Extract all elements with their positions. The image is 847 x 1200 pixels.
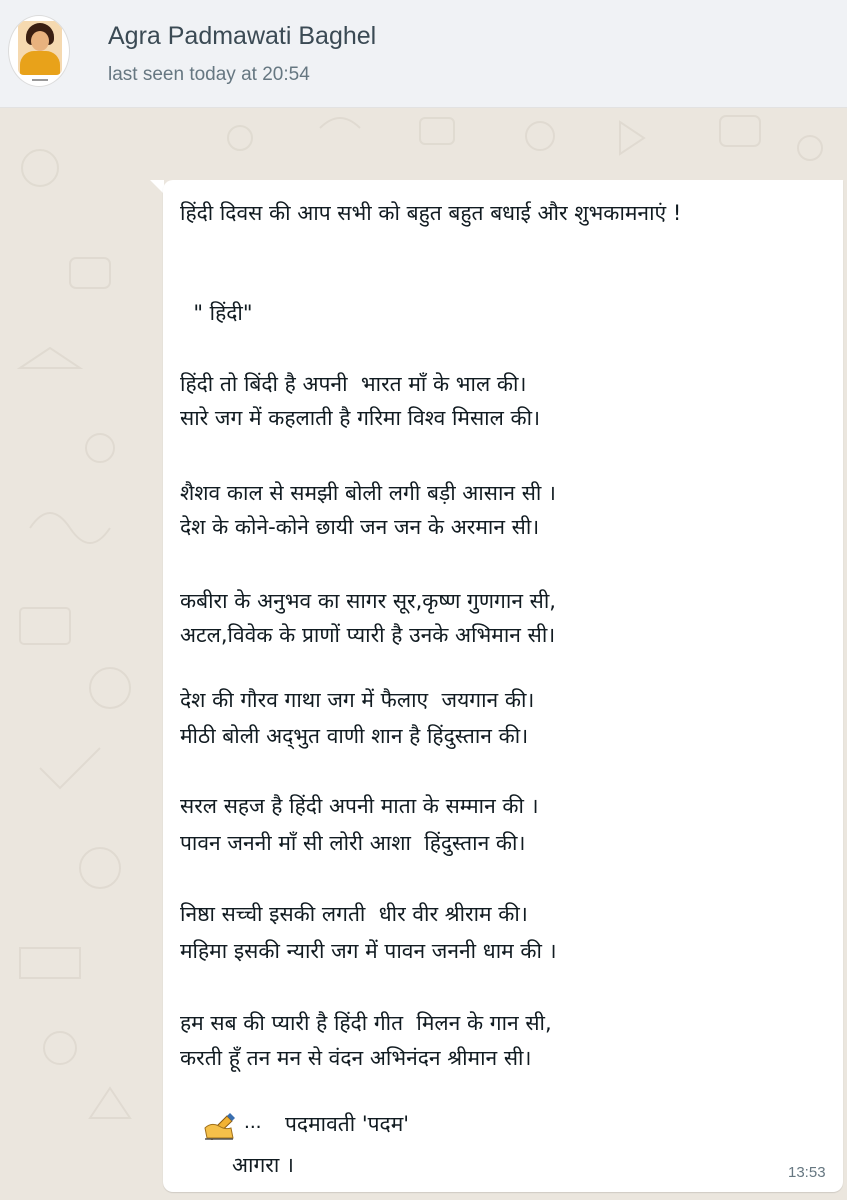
message-line: हम सब की प्यारी है हिंदी गीत मिलन के गान सी, (180, 1011, 552, 1035)
message-line: मीठी बोली अद्‌भुत वाणी शान है हिंदुस्तान की। (180, 724, 529, 748)
message-line: देश के कोने-कोने छायी जन जन के अरमान सी। (180, 515, 540, 539)
signature-city: आगरा । (232, 1153, 294, 1177)
message-line: सरल सहज है हिंदी अपनी माता के सम्मान की । (180, 794, 539, 818)
message-line: शैशव काल से समझी बोली लगी बड़ी आसान सी । (180, 481, 557, 505)
message-line: करती हूँ तन मन से वंदन अभिनंदन श्रीमान सी। (180, 1046, 532, 1070)
message-line: हिंदी तो बिंदी है अपनी भारत माँ के भाल की। (180, 372, 527, 396)
avatar-photo (18, 21, 62, 75)
message-line: कबीरा के अनुभव का सागर सूर,कृष्ण गुणगान सी, (180, 589, 556, 613)
bubble-tail (150, 180, 164, 194)
signature-name: पदमावती 'पदम' (285, 1112, 410, 1136)
message-line: हिंदी दिवस की आप सभी को बहुत बहुत बधाई और शुभकामनाएं ! (180, 201, 682, 225)
signature-dots: ... (244, 1110, 262, 1133)
last-seen-status: last seen today at 20:54 (108, 64, 310, 85)
message-timestamp: 13:53 (788, 1164, 826, 1181)
message-line: देश की गौरव गाथा जग में फैलाए जयगान की। (180, 688, 535, 712)
message-line: पावन जननी माँ सी लोरी आशा हिंदुस्तान की। (180, 831, 526, 855)
message-line: निष्ठा सच्ची इसकी लगती धीर वीर श्रीराम की। (180, 902, 528, 926)
chat-header[interactable] (0, 0, 847, 108)
message-line: महिमा इसकी न्यारी जग में पावन जननी धाम की । (180, 939, 557, 963)
contact-avatar[interactable] (8, 15, 70, 87)
message-line: अटल,विवेक के प्राणों प्यारी है उनके अभिमान सी। (180, 623, 556, 647)
writing-hand-icon (203, 1110, 237, 1140)
message-line: सारे जग में कहलाती है गरिमा विश्व मिसाल की। (180, 406, 541, 430)
contact-name[interactable]: Agra Padmawati Baghel (108, 22, 377, 50)
poem-title: " हिंदी" (180, 301, 253, 325)
